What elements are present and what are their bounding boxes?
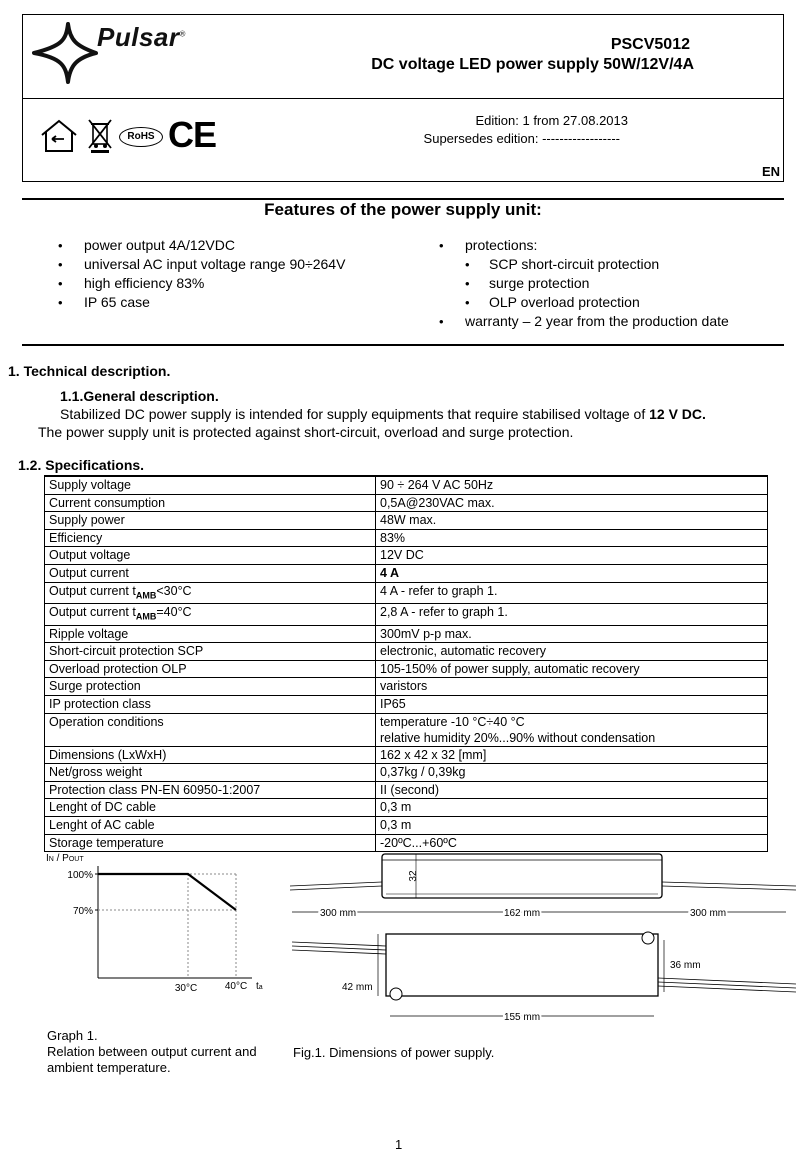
language-code: EN [761, 164, 780, 179]
features-list-right [437, 236, 777, 331]
indoor-use-icon [38, 118, 80, 154]
list-item: • IP 65 case [56, 293, 416, 312]
derating-curve [98, 874, 236, 910]
description-paragraph: The power supply unit is protected against short-circuit, overload and surge protection. [38, 424, 574, 440]
table-row: IP protection class IP65 [45, 695, 768, 713]
table-row: Current consumption 0,5A@230VAC max. [45, 494, 768, 512]
description-paragraph: Stabilized DC power supply is intended for supply equipments that require stabilised voltage of 12 V DC. [60, 406, 706, 422]
list-item: • warranty – 2 year from the production date [437, 312, 777, 331]
list-item: • universal AC input voltage range 90÷264V [56, 255, 416, 274]
table-row: Output current $t_{AMB}<30^\circ C$ 4 A - refer to graph 1. [45, 582, 768, 604]
graph-xtick: 40°C [224, 981, 248, 992]
list-item: • surge protection [437, 274, 777, 293]
graph-xlabel: ta [256, 981, 263, 992]
table-row: Output voltage 12V DC [45, 547, 768, 565]
table-row: Supply voltage 90 ÷ 264 V AC 50Hz [45, 476, 768, 494]
table-row: Ripple voltage 300mV p-p max. [45, 625, 768, 643]
specifications-table [44, 475, 768, 852]
weee-bin-icon [86, 117, 114, 153]
edition-text: Edition: 1 from 27.08.2013 [475, 113, 628, 128]
table-row: Lenght of DC cable 0,3 m [45, 799, 768, 817]
dim-mount-label: 36 mm [670, 960, 701, 971]
supersedes-text: Supersedes edition: ------------------ [423, 131, 620, 146]
table-row: Supply power 48W max. [45, 512, 768, 530]
graph-ylabel: IN / POUT [46, 853, 84, 864]
pulsar-logo-icon [30, 22, 100, 84]
list-item: • OLP overload protection [437, 293, 777, 312]
table-row: Lenght of AC cable 0,3 m [45, 816, 768, 834]
derating-graph [40, 848, 280, 998]
list-item: • protections: [437, 236, 777, 255]
list-item: • power output 4A/12VDC [56, 236, 416, 255]
list-item: • SCP short-circuit protection [437, 255, 777, 274]
features-title: Features of the power supply unit: [264, 200, 542, 219]
page-number: 1 [395, 1137, 403, 1152]
ce-mark-icon: CE [168, 114, 217, 155]
table-row: Surge protection varistors [45, 678, 768, 696]
rohs-badge: RoHS [119, 127, 163, 147]
table-row: Dimensions (LxWxH) 162 x 42 x 32 [mm] [45, 746, 768, 764]
table-row: Protection class PN-EN 60950-1:2007 II (second) [45, 781, 768, 799]
table-row: Overload protection OLP 105-150% of power supply, automatic recovery [45, 660, 768, 678]
graph-caption: Graph 1. Relation between output current and ambient temperature. [47, 1028, 257, 1075]
subsection-title: 1.2. Specifications. [18, 457, 145, 473]
features-list-left [56, 236, 416, 312]
dim-length-label: 162 mm [503, 908, 541, 919]
list-item: • high efficiency 83% [56, 274, 416, 293]
figure-caption: Fig.1. Dimensions of power supply. [293, 1045, 495, 1060]
dim-width-label: 42 mm [342, 982, 373, 993]
subsection-title: 1.1.General description. [60, 388, 219, 404]
table-row: Storage temperature -20ºC...+60ºC [45, 834, 768, 852]
table-row: Operation conditions temperature -10 °C÷40 °C relative humidity 20%...90% without condensation [45, 713, 768, 746]
section-title: 1. Technical description. [8, 363, 171, 379]
registered-mark: ® [179, 29, 186, 39]
dim-right-cable-label: 300 mm [690, 908, 727, 919]
psu-side-view [382, 854, 662, 898]
table-row: Short-circuit protection SCP electronic, automatic recovery [45, 643, 768, 661]
features-bottom-rule [22, 344, 784, 346]
header-separator [22, 98, 784, 99]
graph-xtick: 30°C [174, 983, 198, 994]
table-row: Output current 4 A [45, 564, 768, 582]
graph-ytick: 100% [67, 870, 93, 881]
model-number: PSCV5012 [610, 36, 690, 53]
table-row: Output current $t_{AMB}=40^\circ C$ 2,8 A - refer to graph 1. [45, 604, 768, 626]
brand-name: Pulsar® [97, 22, 186, 52]
product-subtitle: DC voltage LED power supply 50W/12V/4A [371, 56, 694, 73]
table-row: Net/gross weight 0,37kg / 0,39kg [45, 764, 768, 782]
psu-top-view [386, 934, 658, 996]
dim-left-cable-label: 300 mm [320, 908, 357, 919]
dim-height-label: 32 [408, 870, 419, 882]
dimensions-drawing [286, 842, 802, 1028]
table-row: Efficiency 83% [45, 529, 768, 547]
dim-mount-length-label: 155 mm [503, 1012, 541, 1023]
graph-ytick: 70% [72, 906, 93, 917]
